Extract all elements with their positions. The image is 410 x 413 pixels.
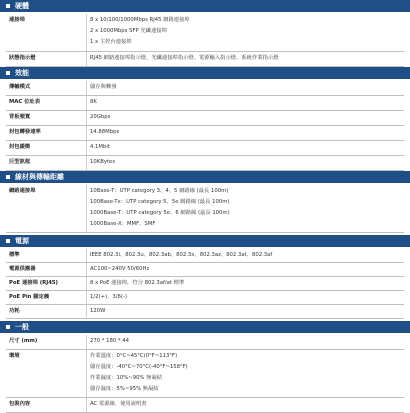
- row-divider: [6, 318, 404, 319]
- spec-value: 儲存與轉發: [90, 84, 117, 90]
- section-title: 電源: [15, 237, 29, 245]
- spec-value: 100Base-Tx：UTP category 5、5e 網路線 (最長 100m): [90, 199, 230, 205]
- spec-label: MAC 位址表: [9, 99, 40, 105]
- row-divider: [6, 304, 404, 305]
- column-divider: [86, 81, 87, 96]
- row-divider: [6, 349, 404, 350]
- spec-value: 4.1Mbit: [90, 144, 110, 150]
- section-header: [0, 171, 410, 183]
- spec-value: 儲存濕度：5%~95% 無凝結: [90, 386, 159, 392]
- column-divider: [86, 398, 87, 413]
- spec-label: 網路連接埠: [9, 188, 36, 194]
- square-bullet-icon: [6, 71, 10, 75]
- spec-label: 包裝內容: [9, 401, 31, 407]
- spec-value: AC100~240V 50/60Hz: [90, 266, 150, 272]
- spec-label: 連接埠: [9, 17, 25, 23]
- row-divider: [6, 95, 404, 96]
- spec-label: PoE Pin 腳定義: [9, 294, 50, 300]
- column-divider: [86, 263, 87, 277]
- spec-value: 1000Base-T：UTP category 5e、6 網路線 (最長 100m): [90, 210, 230, 216]
- section-title: 效能: [15, 69, 29, 77]
- spec-label: PoE 連接埠 (RJ45): [9, 280, 58, 286]
- column-divider: [86, 96, 87, 111]
- square-bullet-icon: [6, 4, 10, 8]
- row-divider: [6, 140, 404, 141]
- column-divider: [86, 14, 87, 52]
- spec-value: 作業濕度：10%~90% 無凝結: [90, 375, 163, 381]
- spec-label: 狀態指示燈: [9, 55, 36, 61]
- column-divider: [86, 185, 87, 233]
- spec-value: 14.88Mbps: [90, 129, 120, 135]
- section-title: 線材與傳輸距離: [15, 173, 64, 181]
- square-bullet-icon: [6, 239, 10, 243]
- row-divider: [6, 276, 404, 277]
- spec-value: IEEE 802.3i、802.3u、802.3ab、802.3x、802.3az、802.3at、802.3af: [90, 252, 273, 258]
- square-bullet-icon: [6, 325, 10, 329]
- spec-label: 功耗: [9, 308, 20, 314]
- column-divider: [86, 126, 87, 141]
- column-divider: [86, 305, 87, 319]
- spec-label: 尺寸 (mm): [9, 338, 38, 344]
- spec-value: 120W: [90, 308, 106, 314]
- column-divider: [86, 111, 87, 126]
- spec-value: 10KBytes: [90, 159, 116, 165]
- section-title: 一般: [15, 323, 29, 331]
- spec-value: 8K: [90, 99, 97, 105]
- column-divider: [86, 52, 87, 67]
- spec-label: 背板頻寬: [9, 114, 31, 120]
- row-divider: [6, 290, 404, 291]
- section-header: [0, 235, 410, 247]
- section-header: [0, 67, 410, 79]
- column-divider: [86, 156, 87, 171]
- spec-label: 巨型訊框: [9, 159, 31, 165]
- spec-value: 2 x 1000Mbps SFP 光纖連接埠: [90, 28, 167, 34]
- section-header: [0, 0, 410, 12]
- spec-value: AC 電源線、使用說明書: [90, 401, 147, 407]
- spec-label: 標準: [9, 252, 20, 258]
- row-divider: [6, 155, 404, 156]
- spec-value: 1000Base-X：MMF、SMF: [90, 221, 156, 227]
- spec-value: 20Gbps: [90, 114, 111, 120]
- row-divider: [6, 262, 404, 263]
- spec-value: 8 x PoE 連接埠，符合 802.3af/at 標準: [90, 280, 185, 286]
- spec-value: 1 x 主控台連接埠: [90, 39, 132, 45]
- column-divider: [86, 249, 87, 263]
- spec-label: 電源供應器: [9, 266, 36, 272]
- square-bullet-icon: [6, 175, 10, 179]
- spec-value: 1/2(+)、3/6(-): [90, 294, 127, 300]
- row-divider: [6, 125, 404, 126]
- spec-label: 封包緩衝: [9, 144, 31, 150]
- spec-value: 270 * 180 * 44: [90, 338, 129, 344]
- spec-label: 環境: [9, 353, 20, 359]
- row-divider: [6, 110, 404, 111]
- row-divider: [6, 51, 404, 52]
- row-divider: [6, 397, 404, 398]
- spec-label: 傳輸模式: [9, 84, 31, 90]
- section-header: [0, 321, 410, 333]
- spec-value: RJ45 網路連接埠指示燈、光纖連接埠指示燈、電源輸入指示燈、系統作業指示燈: [90, 55, 279, 61]
- spec-value: 10Base-T：UTP category 3、4、5 網路線 (最長 100m): [90, 188, 229, 194]
- section-title: 硬體: [15, 2, 29, 10]
- row-divider: [6, 232, 404, 233]
- spec-value: 8 x 10/100/1000Mbps RJ45 網路連接埠: [90, 17, 190, 23]
- spec-value: 作業溫度：0°C~45°C(0°F~113°F): [90, 353, 178, 359]
- spec-label: 封包轉發速率: [9, 129, 41, 135]
- column-divider: [86, 291, 87, 305]
- spec-value: 儲存溫度：-40°C~70°C(-40°F~158°F): [90, 364, 188, 370]
- column-divider: [86, 141, 87, 156]
- column-divider: [86, 335, 87, 350]
- column-divider: [86, 277, 87, 291]
- column-divider: [86, 350, 87, 398]
